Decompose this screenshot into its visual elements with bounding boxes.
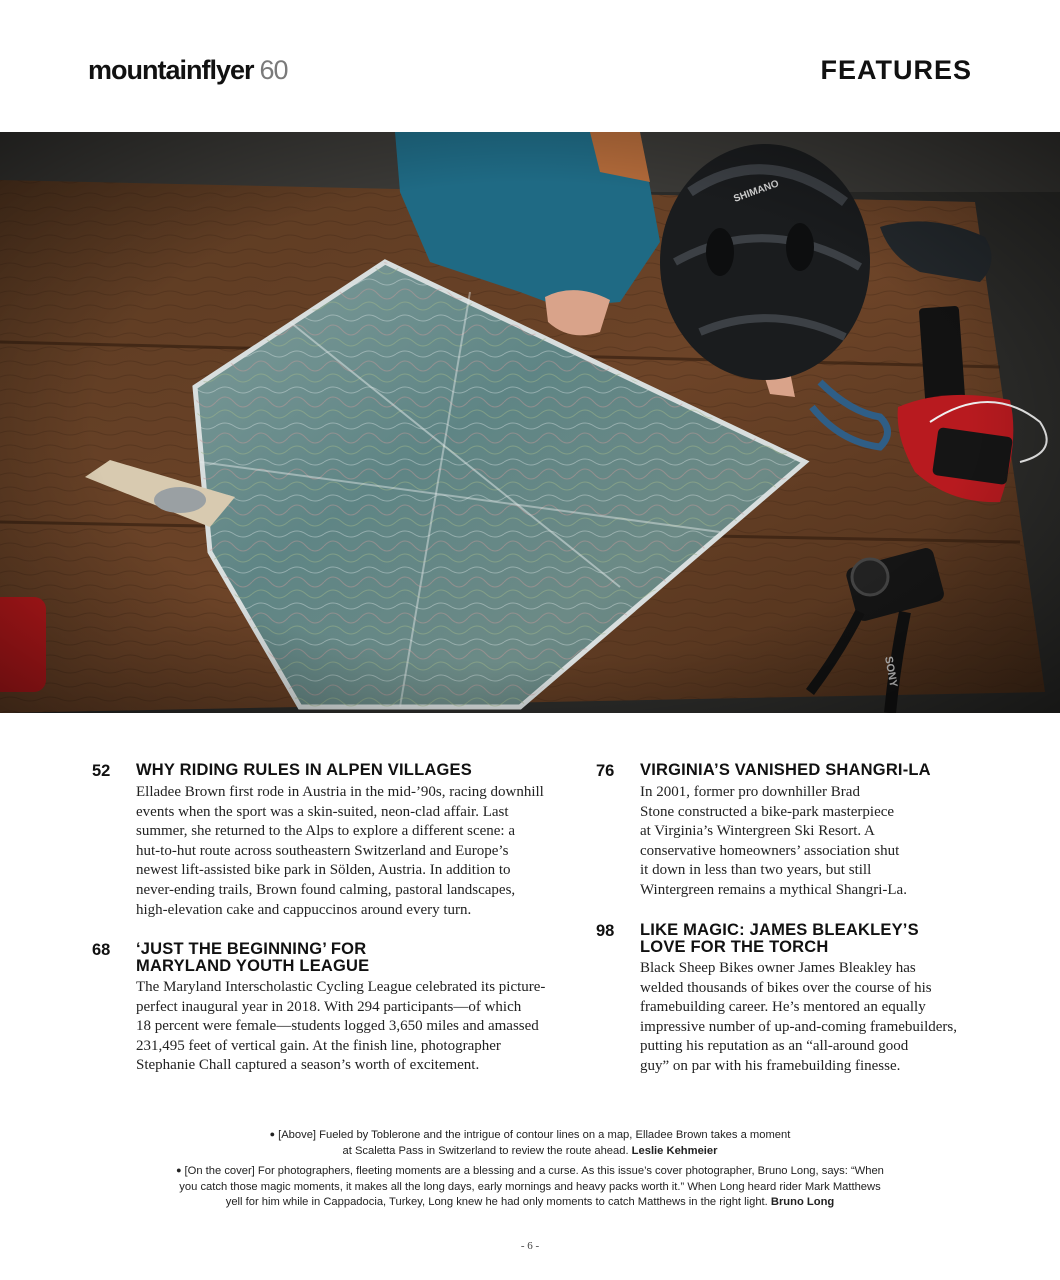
toc-title-line: MARYLAND YOUTH LEAGUE: [136, 957, 370, 975]
desc-line: framebuilding career. He’s mentored an equally: [640, 999, 926, 1016]
desc-line: hut-to-hut route across southeastern Switzerland and Europe’s: [136, 842, 509, 859]
magazine-logo: [88, 52, 288, 88]
caption-cover: [0, 1163, 1060, 1211]
caption-line: [Above] Fueled by Toblerone and the intrigue of contour lines on a map, Elladee Brown takes a moment: [278, 1129, 791, 1141]
hero-photo: [0, 132, 1060, 713]
toc-entry-52[interactable]: [92, 762, 552, 922]
desc-line: events when the sport was a skin-suited, neon-clad affair. Last: [136, 803, 509, 820]
caption-above: [0, 1127, 1060, 1159]
desc-line: In 2001, former pro downhiller Brad: [640, 784, 860, 800]
toc-title: [640, 922, 970, 956]
desc-line: high-elevation cake and cappuccinos around every turn.: [136, 901, 472, 918]
toc-description: [640, 959, 976, 1077]
toc-description: [136, 783, 552, 920]
toc-title: [640, 762, 970, 779]
desc-line: The Maryland Interscholastic Cycling League celebrated its picture-: [136, 979, 546, 995]
toc-description: [640, 783, 976, 901]
desc-line: guy” on par with his framebuilding finesse.: [640, 1057, 901, 1074]
desc-line: Elladee Brown first rode in Austria in the mid-’90s, racing downhill: [136, 784, 544, 800]
toc-description: [136, 978, 552, 1076]
caption-line: you catch those magic moments, it makes all the long days, early mornings and heavy packs worth it.” When Long heard rider Mark Matthews: [179, 1180, 881, 1193]
desc-line: never-ending trails, Brown found calming, pastoral landscapes,: [136, 881, 516, 898]
toc-title-line: WHY RIDING RULES IN ALPEN VILLAGES: [136, 761, 472, 779]
page-header: [0, 0, 1060, 132]
desc-line: conservative homeowners’ association shut: [640, 842, 900, 859]
toc-title: [136, 941, 546, 975]
caption-line: [On the cover] For photographers, fleeting moments are a blessing and a curse. As this issue’s cover photographer, Bruno Long, says: “When: [184, 1165, 884, 1177]
bullet-icon: ●: [269, 1129, 276, 1139]
desc-line: at Virginia’s Wintergreen Ski Resort. A: [640, 823, 875, 840]
toc-page-number: 98: [596, 922, 615, 940]
desc-line: Stephanie Chall captured a season’s worth of excitement.: [136, 1057, 480, 1074]
toc-page-number: 52: [92, 762, 111, 780]
toc-entry-76[interactable]: [596, 762, 976, 902]
desc-line: impressive number of up-and-coming framebuilders,: [640, 1018, 957, 1035]
toc-title: [136, 762, 546, 779]
desc-line: Stone constructed a bike-park masterpiece: [640, 803, 895, 820]
caption-line: at Scaletta Pass in Switzerland to review the route ahead.: [342, 1144, 629, 1157]
issue-number: 60: [259, 55, 288, 85]
desc-line: summer, she returned to the Alps to explore a different scene: a: [136, 823, 515, 840]
toc-entry-68[interactable]: [92, 941, 552, 1081]
toc-page-number: 68: [92, 941, 111, 959]
toc-page-number: 76: [596, 762, 615, 780]
bullet-icon: ●: [176, 1165, 182, 1175]
desc-line: putting his reputation as an “all-around good: [640, 1038, 909, 1055]
photo-credit: Leslie Kehmeier: [631, 1144, 718, 1157]
brand-name: mountainflyer: [88, 55, 254, 85]
desc-line: Wintergreen remains a mythical Shangri-La.: [640, 881, 907, 898]
desc-line: Black Sheep Bikes owner James Bleakley has: [640, 960, 916, 976]
desc-line: 231,495 feet of vertical gain. At the finish line, photographer: [136, 1037, 501, 1054]
page-number: - 6 -: [520, 1240, 540, 1252]
toc-title-line: LOVE FOR THE TORCH: [640, 938, 829, 956]
toc-title-line: VIRGINIA’S VANISHED SHANGRI-LA: [640, 761, 931, 779]
photo-captions: [0, 1127, 1060, 1215]
desc-line: it down in less than two years, but still: [640, 862, 872, 879]
photo-credit: Bruno Long: [770, 1196, 835, 1208]
toc-title-line: LIKE MAGIC: JAMES BLEAKLEY’S: [640, 921, 919, 939]
toc-entry-98[interactable]: [596, 922, 976, 1082]
desc-line: newest lift-assisted bike park in Sölden, Austria. In addition to: [136, 862, 511, 879]
toc-title-line: ‘JUST THE BEGINNING’ FOR: [136, 940, 367, 958]
desc-line: 18 percent were female—students logged 3,650 miles and amassed: [136, 1018, 539, 1035]
desc-line: welded thousands of bikes over the course of his: [640, 979, 932, 996]
caption-line: yell for him while in Cappadocia, Turkey, Long knew he had only moments to catch Matthews in the right light.: [225, 1196, 768, 1208]
desc-line: perfect inaugural year in 2018. With 294 participants—of which: [136, 998, 522, 1015]
section-title: FEATURES: [820, 55, 972, 85]
hero-illustration: [0, 132, 1060, 713]
